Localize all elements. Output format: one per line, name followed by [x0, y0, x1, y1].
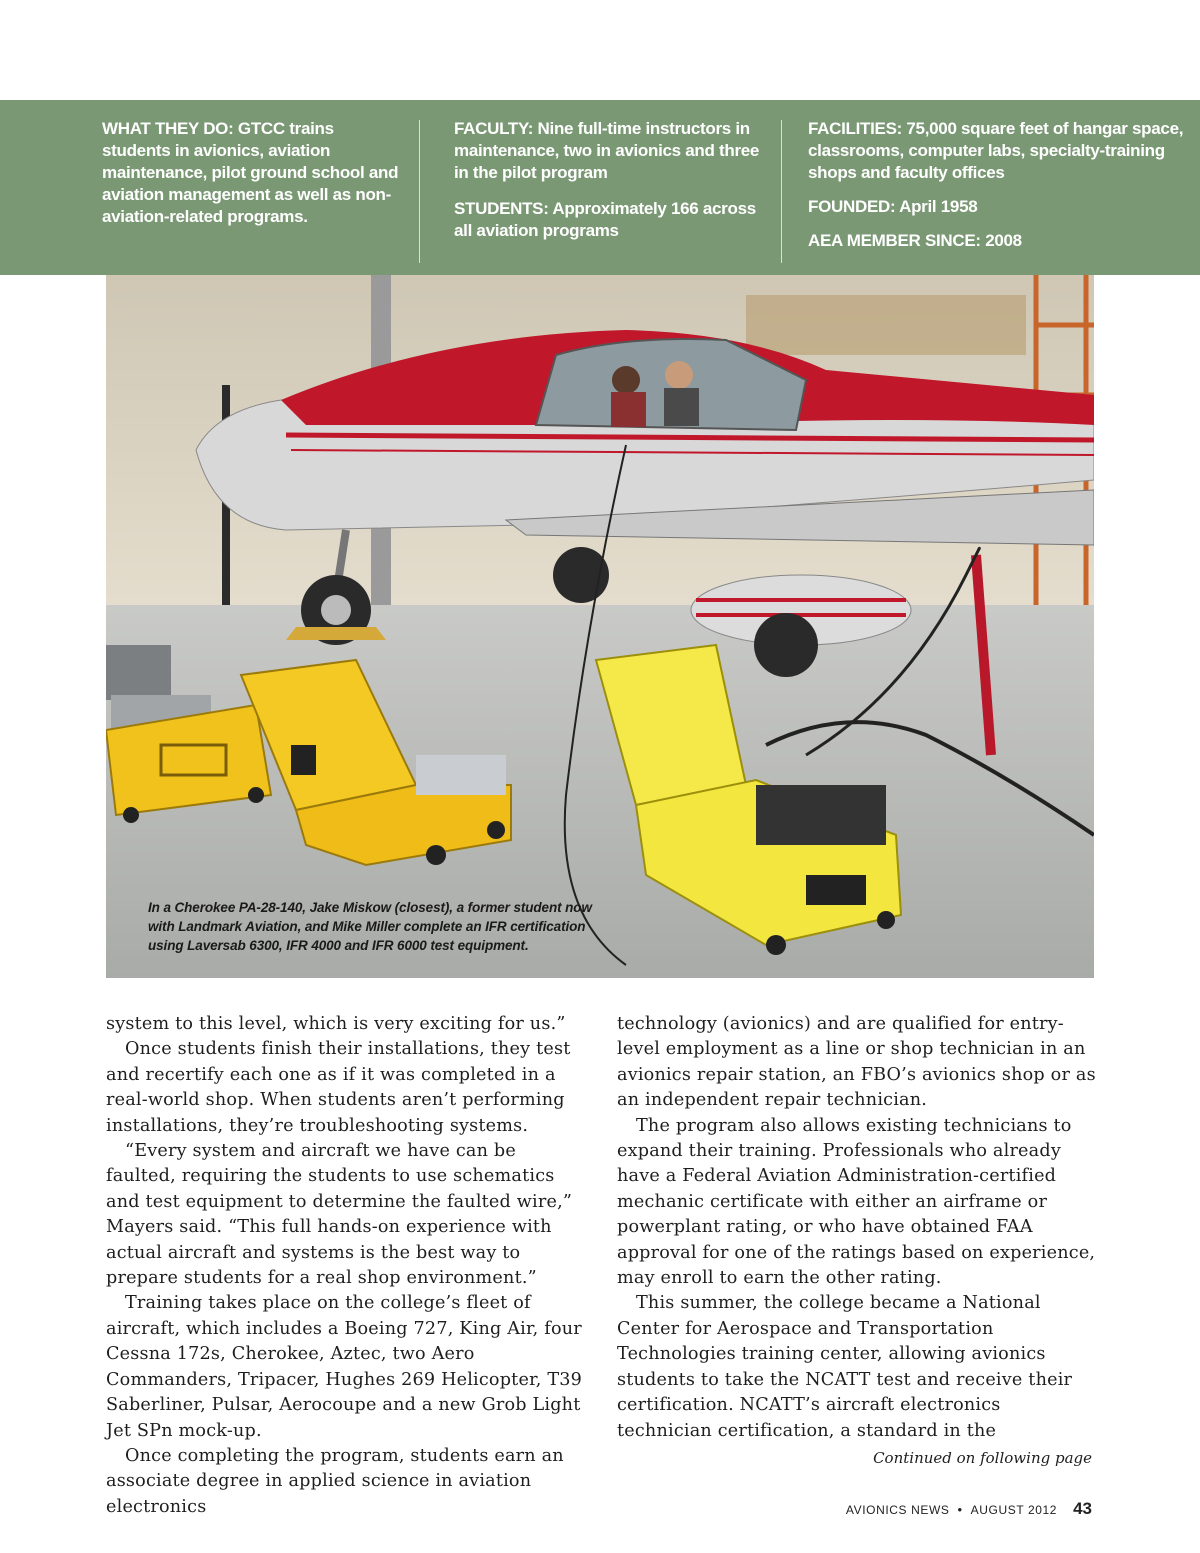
paragraph: Once completing the program, students earn an associate degree in applied science in aviation electronics [106, 1445, 564, 1517]
banner-column-faculty [454, 118, 764, 242]
banner-divider [781, 120, 782, 263]
issue-date: AUGUST 2012 [970, 1503, 1058, 1517]
students-text: Approximately 166 across all aviation programs [454, 199, 756, 240]
paragraph: system to this level, which is very exciting for us.” [106, 1014, 566, 1034]
footer-separator: • [957, 1502, 963, 1517]
caption-line: In a Cherokee PA-28-140, Jake Miskow (closest), a former student now [148, 900, 592, 915]
facilities-label: FACILITIES: [808, 119, 902, 138]
page-number: 43 [1073, 1499, 1092, 1518]
paragraph: The program also allows existing technicians to expand their training. Professionals who already have a Federal Aviation Administration-certified mechanic certificate with either an airframe or powerplant rating, or who have obtained FAA approval for one of the ratings based on experience, may enroll to earn the other rating. [617, 1115, 1096, 1289]
banner-divider [419, 120, 420, 263]
students-label: STUDENTS: [454, 199, 549, 218]
what-they-do-label: WHAT THEY DO: [102, 119, 234, 138]
continued-note: Continued on following page [873, 1449, 1092, 1467]
banner-column-facilities [808, 118, 1188, 252]
founded-label: FOUNDED: [808, 197, 896, 216]
publication-name: AVIONICS NEWS [845, 1503, 950, 1517]
hangar-photo [106, 275, 1094, 978]
banner-column-what-they-do [102, 118, 402, 228]
article-right-column [617, 1012, 1101, 1444]
info-banner [0, 100, 1200, 275]
paragraph: Once students finish their installations, they test and recertify each one as if it was completed in a real-world shop. When students aren’t performing installations, they’re troubleshooting systems. [106, 1039, 571, 1136]
paragraph: technology (avionics) and are qualified for entry-level employment as a line or shop technician in an avionics repair station, an FBO’s avionics shop or as an independent repair technician. [617, 1014, 1096, 1111]
faculty-label: FACULTY: [454, 119, 534, 138]
article-left-column [106, 1012, 590, 1520]
facilities-text: 75,000 square feet of hangar space, classrooms, computer labs, specialty-training shops and faculty offices [808, 119, 1184, 182]
paragraph: “Every system and aircraft we have can be faulted, requiring the students to use schematics and test equipment to determine the faulted wire,” Mayers said. “This full hands-on experience with actual aircraft and systems is the best way to prepare students for a real shop environment.” [106, 1141, 573, 1289]
paragraph: Training takes place on the college’s fleet of aircraft, which includes a Boeing 727, King Air, four Cessna 172s, Cherokee, Aztec, two Aero Commanders, Tripacer, Hughes 269 Helicopter, T39 Saberliner, Pulsar, Aerocoupe and a new Grob Light Jet SPn mock-up. [106, 1293, 583, 1441]
page-footer [846, 1499, 1092, 1519]
photo-caption [148, 898, 628, 955]
paragraph: This summer, the college became a National Center for Aerospace and Transportation Technologies training center, allowing avionics students to take the NCATT test and receive their certification. NCATT’s aircraft electronics technician certification, a standard in the [617, 1293, 1073, 1441]
founded-text: April 1958 [895, 197, 978, 216]
aircraft-illustration [106, 275, 1094, 978]
caption-line: using Laversab 6300, IFR 4000 and IFR 6000 test equipment. [148, 938, 529, 953]
member-since-text: 2008 [980, 231, 1022, 250]
faculty-text: Nine full-time instructors in maintenance, two in avionics and three in the pilot program [454, 119, 760, 182]
what-they-do-text: GTCC trains students in avionics, aviation maintenance, pilot ground school and aviation management as well as non-aviation-related programs. [102, 119, 399, 226]
member-since-label: AEA MEMBER SINCE: [808, 231, 981, 250]
caption-line: with Landmark Aviation, and Mike Miller complete an IFR certification [148, 919, 586, 934]
